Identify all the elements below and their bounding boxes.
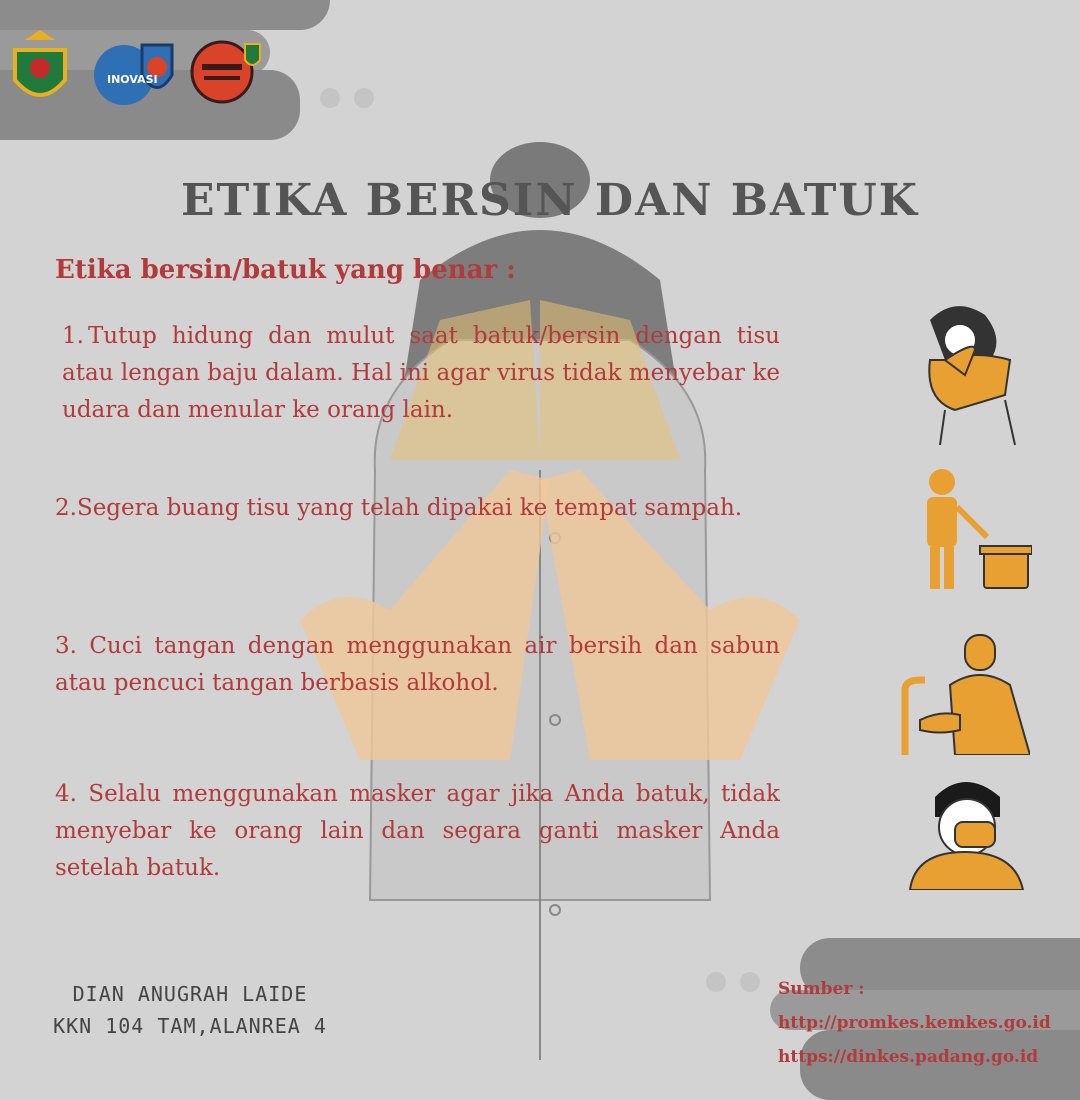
list-item: 2.Segera buang tisu yang telah dipakai ke tempat sampah. [55,495,743,521]
masked-person-icon [905,772,1025,890]
inovasi-logo-text: INOVASI [107,73,158,86]
list-item: 3. Cuci tangan dengan menggunakan air bersih dan sabun atau pencuci tangan berbasis alkohol. [55,633,780,696]
source-link-2[interactable]: https://dinkes.padang.go.id [778,1047,1039,1067]
author-group: KKN 104 TAM,ALANREA 4 [53,1014,327,1038]
source-block [778,972,1051,1074]
list-item: 4. Selalu menggunakan masker agar jika Anda batuk, tidak menyebar ke orang lain dan segara ganti masker Anda setelah batuk. [55,781,780,881]
coughing-person-icon [915,300,1025,445]
handwashing-icon [895,625,1030,755]
list-item-text: Tutup hidung dan mulut saat batuk/bersin dengan tisu atau lengan baju dalam. Hal ini agar virus tidak menyebar ke udara dan menular ke orang lain. [62,323,780,423]
subtitle: Etika bersin/batuk yang benar : [55,255,516,285]
inovasi-logo-icon [92,35,182,110]
author-name: DIAN ANUGRAH LAIDE [72,982,308,1006]
list-item-number: 1. [62,323,84,349]
list-item [62,318,780,429]
trash-disposal-icon [912,462,1032,592]
kkn-logo-icon [190,36,265,106]
dot [354,88,374,108]
top-strip-1 [0,0,330,30]
source-label: Sumber : [778,979,865,999]
dot [320,88,340,108]
author-block [30,978,350,1042]
university-crest-icon [5,30,75,110]
page-title: ETIKA BERSIN DAN BATUK [180,175,920,226]
source-link-1[interactable]: http://promkes.kemkes.go.id [778,1013,1051,1033]
